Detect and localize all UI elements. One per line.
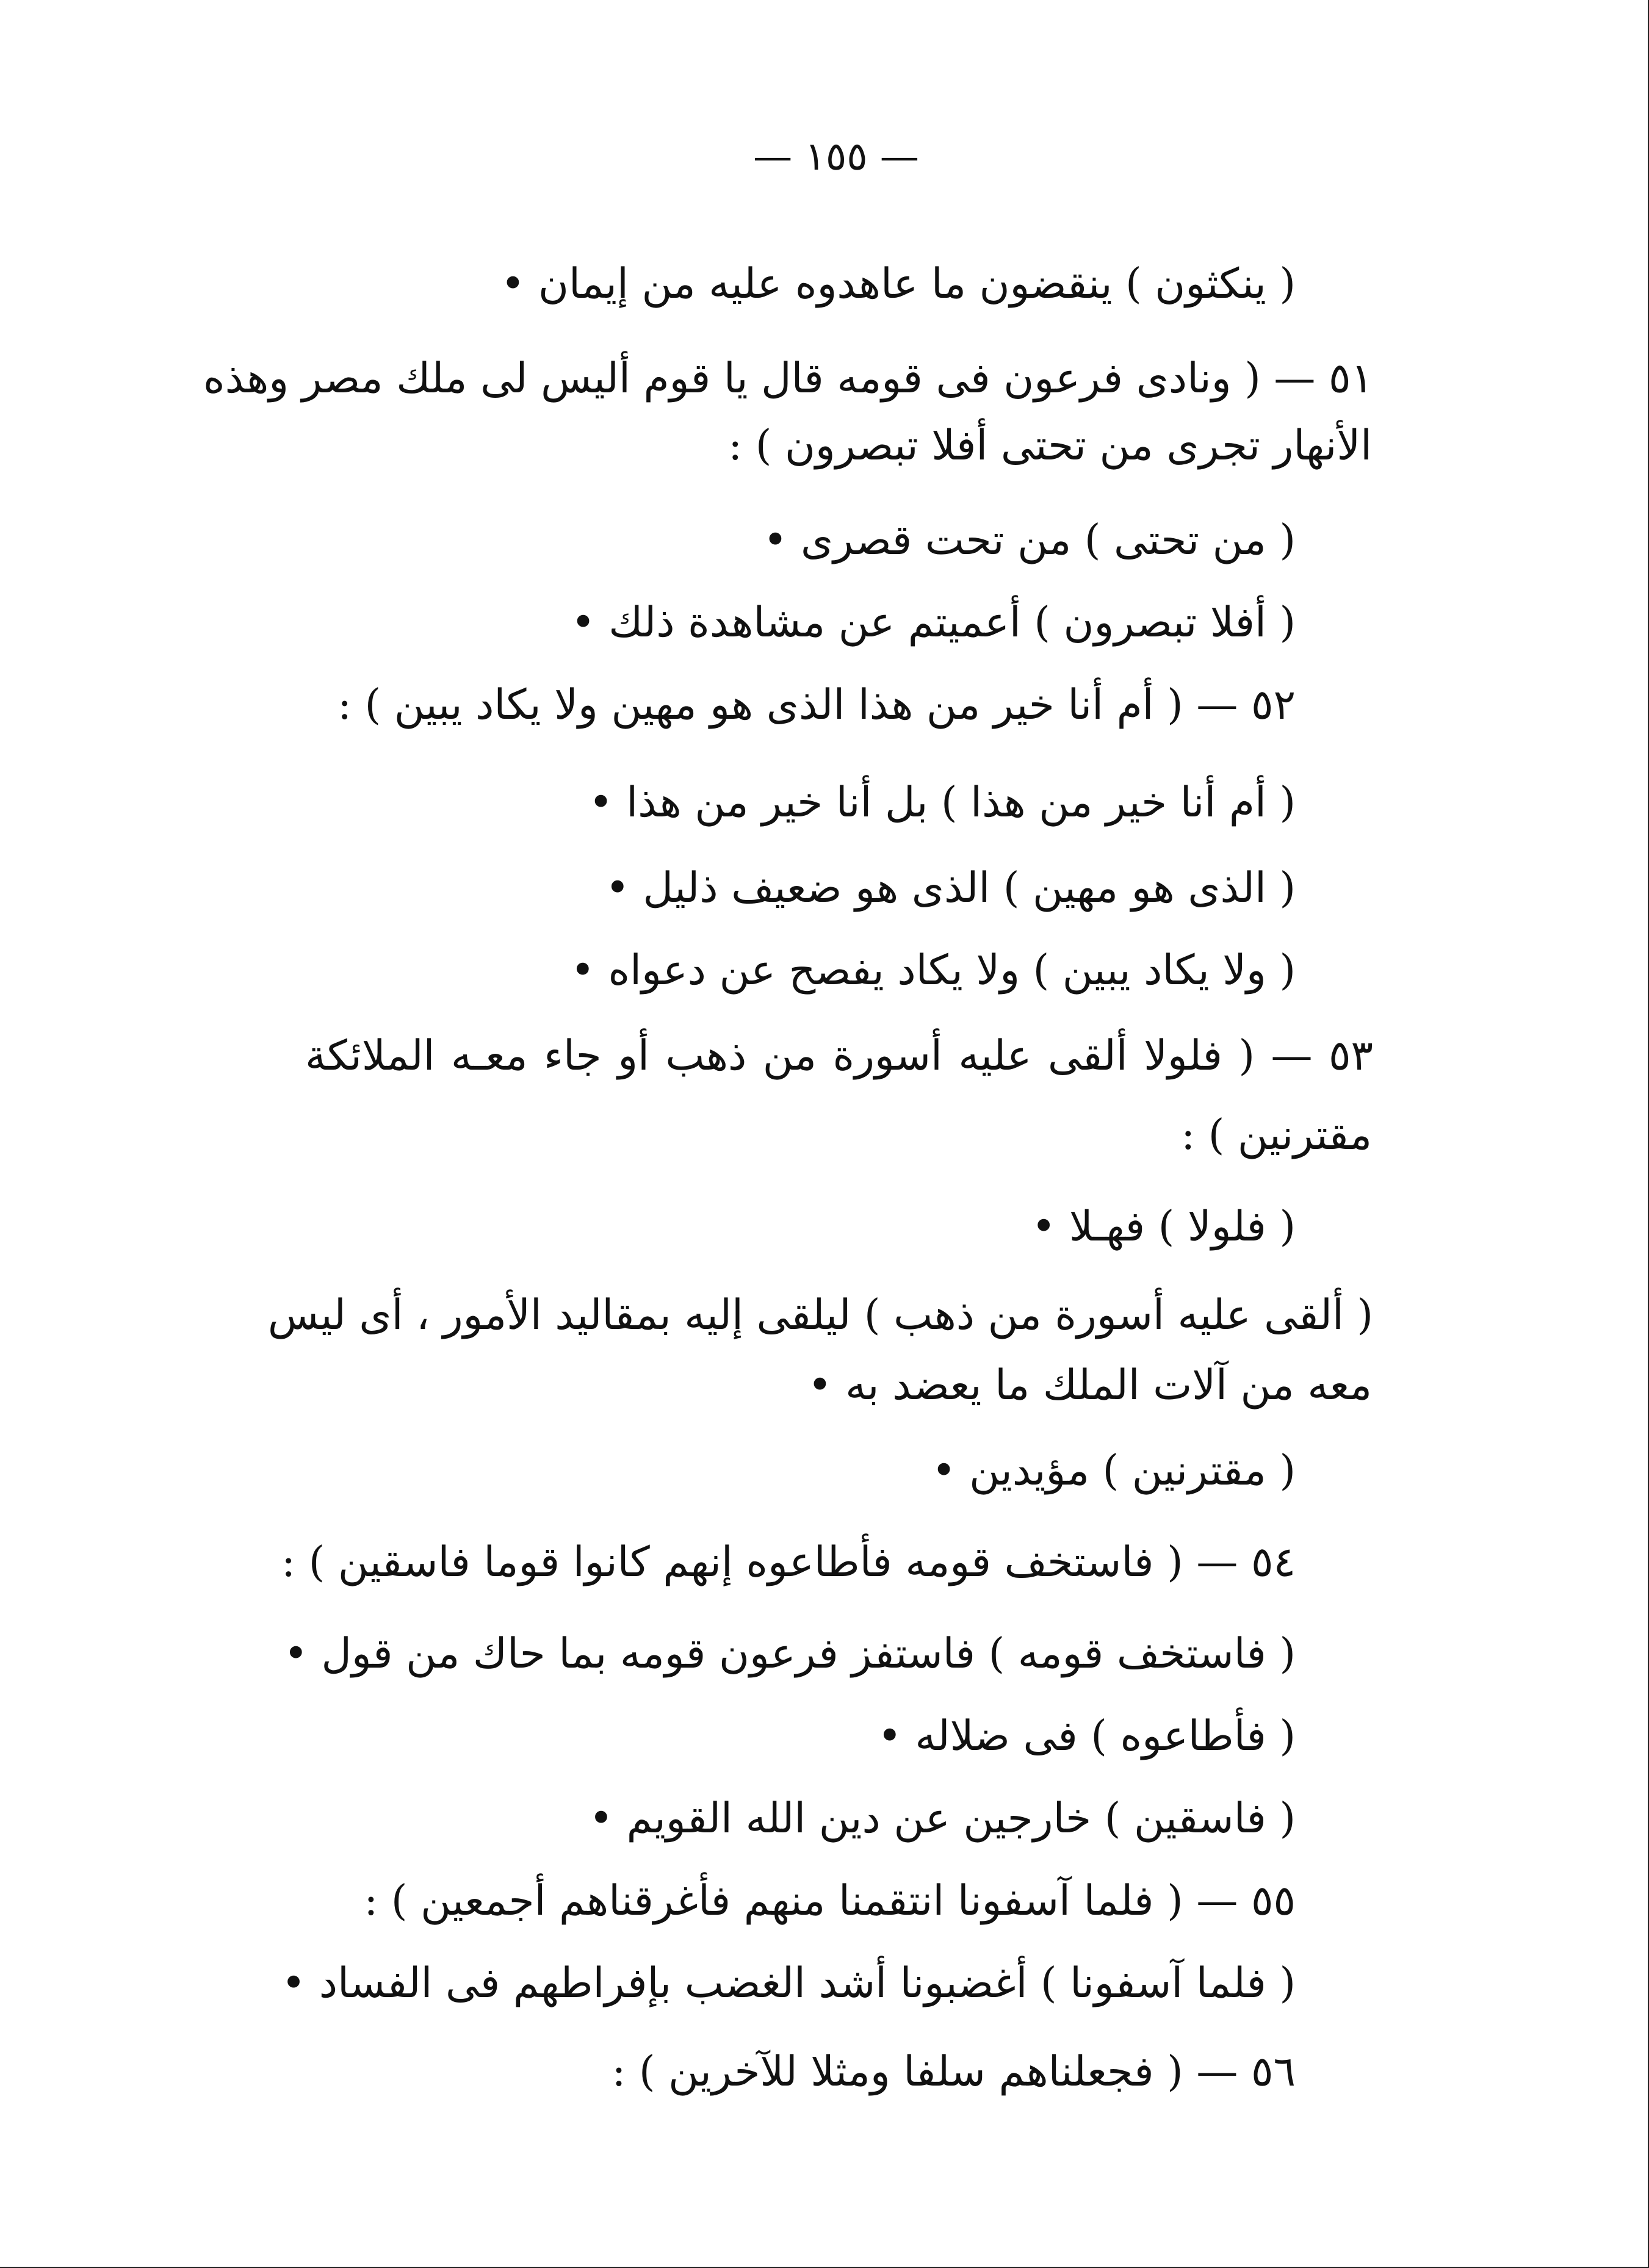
text-line: ٥٤ — ( فاستخف قومه فأطاعوه إنهم كانوا قوما فاسقين ) :: [281, 1538, 1296, 1586]
text-line: ٥١ — ( ونادى فرعون فى قومه قال يا قوم أليس لى ملك مصر وهذه: [203, 355, 1373, 403]
text-line: ( مقترنين ) مؤيدين •: [931, 1447, 1296, 1495]
text-line: ( أفلا تبصرون ) أعميتم عن مشاهدة ذلك •: [571, 599, 1296, 647]
text-line: معه من آلات الملك ما يعضد به •: [807, 1361, 1372, 1409]
text-line: ( فاستخف قومه ) فاستفز فرعون قومه بما حاك من قول •: [283, 1630, 1296, 1678]
text-line: ( الذى هو مهين ) الذى هو ضعيف ذليل •: [605, 864, 1296, 912]
text-line: ( فلما آسفونا ) أغضبونا أشد الغضب بإفراطهم فى الفساد •: [281, 1959, 1296, 2007]
text-line: ٥٥ — ( فلما آسفونا انتقمنا منهم فأغرقناهم أجمعين ) :: [364, 1877, 1296, 1925]
text-line: ( أم أنا خير من هذا ) بل أنا خير من هذا •: [588, 779, 1296, 827]
text-line: ٥٦ — ( فجعلناهم سلفا ومثلا للآخرين ) :: [612, 2048, 1296, 2096]
text-line: ( فاسقين ) خارجين عن دين الله القويم •: [588, 1795, 1296, 1843]
page-number: — ١٥٥ —: [753, 134, 919, 179]
text-line: الأنهار تجرى من تحتى أفلا تبصرون ) :: [728, 422, 1372, 470]
text-line: ٥٢ — ( أم أنا خير من هذا الذى هو مهين ولا يكاد يبين ) :: [337, 681, 1296, 729]
text-line: ( فأطاعوه ) فى ضلاله •: [877, 1712, 1296, 1760]
text-line: مقترنين ) :: [1181, 1111, 1372, 1159]
text-line: ( فلولا ) فهـلا •: [1031, 1203, 1296, 1251]
text-line: ( ألقى عليه أسورة من ذهب ) ليلقى إليه بمقاليد الأمور ، أى ليس: [267, 1291, 1373, 1339]
text-line: ( من تحتى ) من تحت قصرى •: [763, 516, 1296, 564]
text-line: ٥٣ — ( فلولا ألقى عليه أسورة من ذهب أو جاء معـه الملائكة: [305, 1032, 1373, 1080]
text-line: ( ولا يكاد يبين ) ولا يكاد يفصح عن دعواه •: [570, 946, 1296, 995]
text-line: ( ينكثون ) ينقضون ما عاهدوه عليه من إيمان •: [500, 260, 1296, 308]
